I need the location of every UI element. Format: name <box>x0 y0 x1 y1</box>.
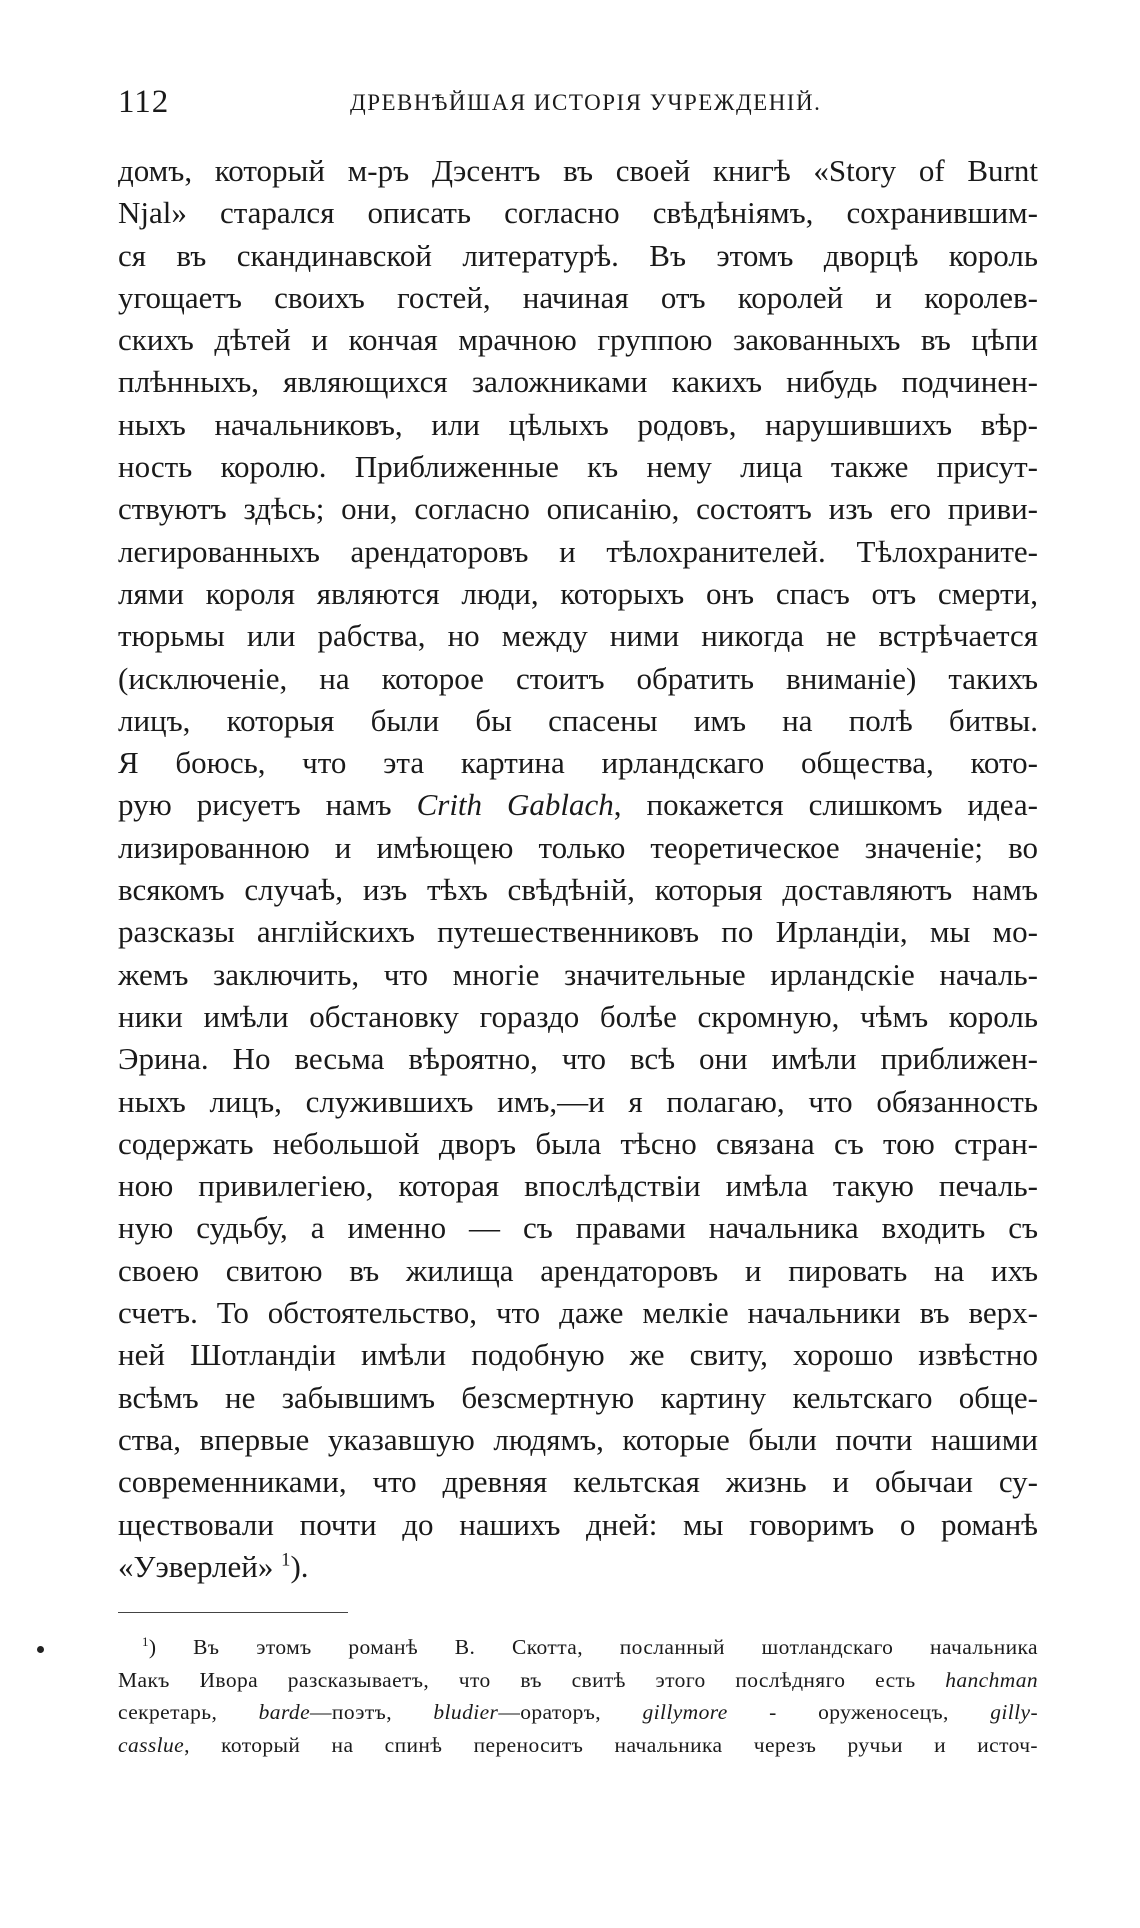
running-title: ДРЕВНѢЙШАЯ ИСТОРІЯ УЧРЕЖДЕНІЙ. <box>350 90 822 115</box>
text-line: современниками, что древняя кельтская жизнь и обычаи су- <box>118 1464 1038 1500</box>
text-line: своею свитою въ жилища арендаторовъ и пировать на ихъ <box>118 1252 1038 1288</box>
italic-term: barde <box>258 1700 311 1724</box>
footnote-mark: 1 <box>142 1634 149 1649</box>
text-line: (исключеніе, на которое стоитъ обратить вниманіе) такихъ <box>118 660 1038 696</box>
text-line: плѣнныхъ, являющихся заложниками какихъ нибудь подчинен- <box>118 364 1038 400</box>
text-line: разсказы англійскихъ путешественниковъ по Ирландіи, мы мо- <box>118 914 1038 950</box>
text-line: лями короля являются люди, которыхъ онъ спасъ отъ смерти, <box>118 575 1038 611</box>
main-text <box>118 150 1038 1588</box>
italic-term: bludier <box>433 1700 499 1724</box>
text-segment: «Уэверлей» <box>118 1548 274 1584</box>
text-line: счетъ. То обстоятельство, что даже мелкіе начальники въ верх- <box>118 1295 1038 1331</box>
text-segment: ). <box>290 1548 309 1584</box>
text-line: жемъ заключить, что многіе значительные ирландскіе началь- <box>118 956 1038 992</box>
text-line: лизированною и имѣющею только теоретическое значеніе; во <box>118 829 1038 865</box>
text-line: Эрина. Но весьма вѣроятно, что всѣ они имѣли приближен- <box>118 1041 1038 1077</box>
text-line <box>118 784 1038 826</box>
text-line: домъ, который м-ръ Дэсентъ въ своей книгѣ «Story of Burnt <box>118 153 1038 188</box>
text-line: ся въ скандинавской литературѣ. Въ этомъ дворцѣ король <box>118 237 1038 273</box>
italic-term: casslue <box>118 1732 185 1757</box>
italic-term: gillymore <box>642 1700 728 1724</box>
text-line: лицъ, которыя были бы спасены имъ на полѣ битвы. <box>118 702 1038 738</box>
text-segment: рую рисуетъ намъ <box>118 787 417 823</box>
footnote-reference[interactable]: 1 <box>281 1549 291 1571</box>
text-line: ства, впервые указавшую людямъ, которые были почти нашими <box>118 1421 1038 1457</box>
footnotes <box>118 1631 1038 1761</box>
text-line: ники имѣли обстановку гораздо болѣе скромную, чѣмъ король <box>118 998 1038 1034</box>
text-segment: —поэтъ, <box>310 1700 434 1724</box>
text-line: Njal» старался описать согласно свѣдѣніямъ, сохранившим- <box>118 195 1038 231</box>
text-line <box>118 742 1038 784</box>
text-line: ныхъ лицъ, служившихъ имъ,—и я полагаю, что обязанность <box>118 1083 1038 1119</box>
text-line: ную судьбу, а именно — съ правами начальника входить съ <box>118 1210 1038 1246</box>
text-segment: секретарь, <box>118 1700 259 1724</box>
text-line: скихъ дѣтей и кончая мрачною группою закованныхъ въ цѣпи <box>118 322 1038 358</box>
text-line <box>118 1546 1038 1588</box>
text-line: ществовали почти до нашихъ дней: мы говоримъ о романѣ <box>118 1506 1038 1542</box>
text-segment: , покажется слишкомъ идеа- <box>613 787 1038 823</box>
text-line: ною привилегіею, которая впослѣдствіи имѣла такую печаль- <box>118 1168 1038 1204</box>
footnote-line <box>118 1664 1038 1697</box>
text-line: тюрьмы или рабства, но между ними никогда не встрѣчается <box>118 618 1038 654</box>
italic-title: Crith Gablach <box>416 787 614 823</box>
text-line: угощаетъ своихъ гостей, начиная отъ королей и королев- <box>118 279 1038 315</box>
margin-dot-icon <box>37 1646 44 1653</box>
footnote-line <box>118 1696 1038 1729</box>
text-line: содержать небольшой дворъ была тѣсно связана съ тою стран- <box>118 1125 1038 1161</box>
footnote-line <box>118 1729 1038 1762</box>
text-segment: —ораторъ, <box>498 1700 643 1724</box>
italic-term: hanchman <box>945 1667 1038 1692</box>
text-line: ныхъ начальниковъ, или цѣлыхъ родовъ, нарушившихъ вѣр- <box>118 406 1038 442</box>
text-line: ность королю. Приближенные къ нему лица также присут- <box>118 449 1038 485</box>
text-line: ней Шотландіи имѣли подобную же свиту, хорошо извѣстно <box>118 1337 1038 1373</box>
footnote-line <box>118 1631 1038 1664</box>
text-segment: Я боюсь, что эта картина ирландскаго общества, кото- <box>118 745 1038 781</box>
text-line: всѣмъ не забывшимъ безсмертную картину кельтскаго обще- <box>118 1379 1038 1415</box>
text-line: легированныхъ арендаторовъ и тѣлохранителей. Тѣлохраните- <box>118 533 1038 569</box>
page-number: 112 <box>118 84 170 120</box>
footnote-divider <box>118 1612 348 1613</box>
page-header <box>118 84 1038 134</box>
text-segment: , который на спинѣ переноситъ начальника черезъ ручьи и источ- <box>184 1732 1038 1757</box>
text-segment: ) Въ этомъ романѣ В. Скотта, посланный шотландскаго начальника <box>148 1635 1038 1659</box>
italic-term: gilly- <box>990 1700 1039 1724</box>
text-line: ствуютъ здѣсь; они, согласно описанію, состоятъ изъ его приви- <box>118 491 1038 527</box>
text-segment: Макъ Ивора разсказываетъ, что въ свитѣ этого послѣдняго есть <box>118 1667 946 1692</box>
text-segment: - оруженосецъ, <box>727 1700 991 1724</box>
text-line: всякомъ случаѣ, изъ тѣхъ свѣдѣній, которыя доставляютъ намъ <box>118 872 1038 908</box>
